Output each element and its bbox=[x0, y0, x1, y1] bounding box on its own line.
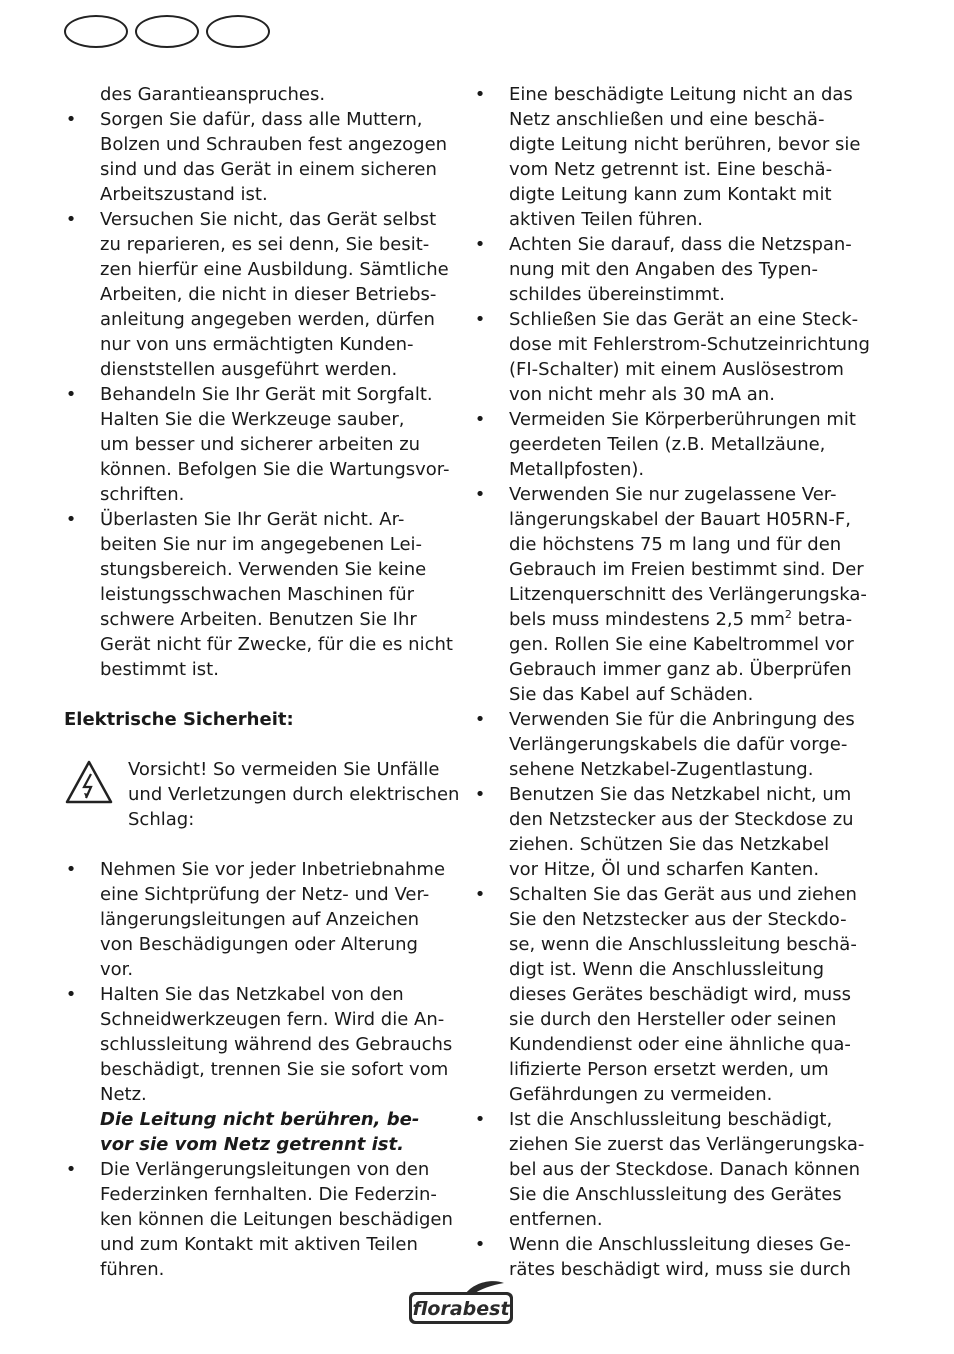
line-text: lifizierte Person ersetzt werden, um bbox=[509, 1059, 829, 1080]
text-line bbox=[64, 1032, 453, 1057]
line-text: Gebrauch im Freien bestimmt sind. Der bbox=[509, 559, 864, 580]
text-line bbox=[473, 557, 863, 582]
line-text: Sie den Netzstecker aus der Steckdo- bbox=[509, 909, 847, 930]
line-text: dose mit Fehlerstrom-Schutzeinrichtung bbox=[509, 334, 870, 355]
line-text: digte Leitung kann zum Kontakt mit bbox=[509, 184, 832, 205]
language-ovals bbox=[64, 15, 270, 48]
text-line bbox=[64, 832, 450, 857]
right-column bbox=[473, 82, 870, 1282]
text-line bbox=[64, 307, 450, 332]
bullet-marker: • bbox=[474, 1234, 486, 1255]
bullet-marker: • bbox=[474, 484, 486, 505]
text-line bbox=[473, 957, 863, 982]
line-text: des Garantieanspruches. bbox=[100, 84, 326, 105]
line-text: digte Leitung nicht berühren, bevor sie bbox=[509, 134, 861, 155]
line-text: schildes übereinstimmt. bbox=[509, 284, 725, 305]
text-line bbox=[473, 282, 863, 307]
text-line bbox=[64, 82, 450, 107]
line-text: Achten Sie darauf, dass die Netzspan- bbox=[509, 234, 852, 255]
text-line bbox=[473, 1207, 863, 1232]
text-line bbox=[473, 832, 863, 857]
bullet-item-line bbox=[64, 982, 450, 1007]
line-text: Kundendienst oder eine ähnliche qua- bbox=[509, 1034, 851, 1055]
line-text: Überlasten Sie Ihr Gerät nicht. Ar- bbox=[100, 509, 405, 530]
line-text: aktiven Teilen führen. bbox=[509, 209, 703, 230]
line-text: Schneidwerkzeugen fern. Wird die An- bbox=[100, 1009, 445, 1030]
text-line bbox=[64, 357, 450, 382]
line-text: se, wenn die Anschlussleitung beschä- bbox=[509, 934, 857, 955]
line-text: ziehen Sie zuerst das Verlängerungska- bbox=[509, 1134, 865, 1155]
line-text: längerungsleitungen auf Anzeichen bbox=[100, 909, 420, 930]
text-line bbox=[473, 607, 863, 632]
text-line bbox=[64, 1057, 450, 1082]
bullet-marker: • bbox=[65, 109, 77, 130]
line-text: Gefährdungen zu vermeiden. bbox=[509, 1084, 773, 1105]
bullet-marker: • bbox=[65, 984, 77, 1005]
bullet-marker: • bbox=[65, 859, 77, 880]
line-text: und Verletzungen durch elektrischen bbox=[128, 784, 460, 805]
line-text: Federzinken fernhalten. Die Federzin- bbox=[100, 1184, 437, 1205]
line-text: (FI-Schalter) mit einem Auslösestrom bbox=[509, 359, 844, 380]
text-line bbox=[64, 732, 450, 757]
florabest-logo bbox=[406, 1279, 516, 1327]
text-line bbox=[64, 1107, 450, 1132]
line-text: Litzenquerschnitt des Verlängerungska- bbox=[509, 584, 867, 605]
bullet-marker: • bbox=[65, 509, 77, 530]
line-text: Vorsicht! So vermeiden Sie Unfälle bbox=[128, 759, 440, 780]
bullet-marker: • bbox=[65, 384, 77, 405]
text-line bbox=[473, 932, 863, 957]
text-line bbox=[473, 1032, 863, 1057]
text-line bbox=[473, 682, 863, 707]
text-line bbox=[473, 1057, 863, 1082]
text-line bbox=[64, 182, 450, 207]
text-line bbox=[64, 432, 450, 457]
line-text: Arbeitszustand ist. bbox=[100, 184, 268, 205]
bullet-item-line bbox=[64, 382, 450, 407]
line-text: vom Netz getrennt ist. Eine beschä- bbox=[509, 159, 833, 180]
line-text: um besser und sicherer arbeiten zu bbox=[100, 434, 421, 455]
line-text: Gebrauch immer ganz ab. Überprüfen bbox=[509, 659, 852, 680]
text-line bbox=[473, 207, 863, 232]
line-text: und zum Kontakt mit aktiven Teilen bbox=[100, 1234, 418, 1255]
bullet-marker: • bbox=[474, 409, 486, 430]
text-line bbox=[473, 982, 863, 1007]
line-text: gen. Rollen Sie eine Kabeltrommel vor bbox=[509, 634, 854, 655]
text-line bbox=[64, 607, 450, 632]
language-oval bbox=[206, 15, 270, 48]
bullet-marker: • bbox=[474, 784, 486, 805]
warning-text-line bbox=[64, 757, 450, 782]
line-text: Arbeiten, die nicht in dieser Betriebs- bbox=[100, 284, 437, 305]
line-text: dieses Gerätes beschädigt wird, muss bbox=[509, 984, 851, 1005]
text-line bbox=[473, 357, 863, 382]
text-line bbox=[64, 932, 450, 957]
line-text: sie durch den Hersteller oder seinen bbox=[509, 1009, 837, 1030]
line-text: Die Leitung nicht berühren, be- bbox=[100, 1109, 420, 1130]
line-text: Netz. bbox=[100, 1084, 147, 1105]
text-line bbox=[64, 482, 450, 507]
line-text: Die Verlängerungsleitungen von den bbox=[100, 1159, 430, 1180]
text-line bbox=[64, 132, 450, 157]
line-text: stungsbereich. Verwenden Sie keine bbox=[100, 559, 427, 580]
line-text: vor. bbox=[100, 959, 134, 980]
text-line bbox=[64, 957, 450, 982]
line-text: beiten Sie nur im angegebenen Lei- bbox=[100, 534, 423, 555]
line-text: von nicht mehr als 30 mA an. bbox=[509, 384, 775, 405]
text-line bbox=[473, 507, 863, 532]
bullet-marker: • bbox=[474, 1109, 486, 1130]
line-text: dienststellen ausgeführt werden. bbox=[100, 359, 398, 380]
line-text: sehene Netzkabel-Zugentlastung. bbox=[509, 759, 814, 780]
text-line bbox=[64, 1082, 450, 1107]
line-text: bestimmt ist. bbox=[100, 659, 219, 680]
line-text: Benutzen Sie das Netzkabel nicht, um bbox=[509, 784, 852, 805]
text-line bbox=[64, 657, 450, 682]
line-text: schwere Arbeiten. Benutzen Sie Ihr bbox=[100, 609, 417, 630]
line-text: schlussleitung während des Gebrauchs bbox=[100, 1034, 453, 1055]
line-text: Sorgen Sie dafür, dass alle Muttern, bbox=[100, 109, 423, 130]
bullet-item-line bbox=[64, 857, 450, 882]
line-text: anleitung angegeben werden, dürfen bbox=[100, 309, 435, 330]
line-text: Halten Sie das Netzkabel von den bbox=[100, 984, 404, 1005]
warning-text-line bbox=[64, 782, 460, 807]
line-text: rätes beschädigt wird, muss sie durch bbox=[509, 1259, 851, 1280]
text-line bbox=[473, 907, 863, 932]
line-text: Halten Sie die Werkzeuge sauber, bbox=[100, 409, 405, 430]
bullet-marker: • bbox=[474, 709, 486, 730]
text-line bbox=[473, 857, 863, 882]
line-text: Verlängerungskabels die dafür vorge- bbox=[509, 734, 848, 755]
line-text: Metallpfosten). bbox=[509, 459, 645, 480]
text-line bbox=[473, 1182, 863, 1207]
text-line bbox=[473, 1132, 863, 1157]
text-line bbox=[473, 632, 863, 657]
line-text: Schalten Sie das Gerät aus und ziehen bbox=[509, 884, 857, 905]
bullet-item-line bbox=[64, 207, 450, 232]
bullet-marker: • bbox=[65, 209, 77, 230]
text-line bbox=[64, 1132, 450, 1157]
text-line bbox=[473, 107, 863, 132]
bullet-item-line bbox=[473, 1232, 863, 1257]
line-text: Verwenden Sie nur zugelassene Ver- bbox=[509, 484, 837, 505]
text-line bbox=[64, 257, 450, 282]
text-line bbox=[64, 1207, 453, 1232]
line-text: Schließen Sie das Gerät an eine Steck- bbox=[509, 309, 859, 330]
text-line bbox=[473, 457, 863, 482]
line-text: die höchstens 75 m lang und für den bbox=[509, 534, 842, 555]
text-line bbox=[64, 332, 450, 357]
text-line bbox=[64, 407, 450, 432]
line-text: den Netzstecker aus der Steckdose zu bbox=[509, 809, 854, 830]
line-text: schriften. bbox=[100, 484, 185, 505]
text-line bbox=[473, 257, 863, 282]
left-column bbox=[64, 82, 460, 1282]
line-text: können. Befolgen Sie die Wartungsvor- bbox=[100, 459, 450, 480]
text-line bbox=[64, 582, 450, 607]
line-text: bels muss mindestens 2,5 mm bbox=[509, 609, 785, 630]
text-line bbox=[64, 457, 450, 482]
line-text: zu reparieren, es sei denn, Sie besit- bbox=[100, 234, 430, 255]
svg-text:florabest: florabest bbox=[412, 1298, 510, 1320]
line-text: Nehmen Sie vor jeder Inbetriebnahme bbox=[100, 859, 446, 880]
bullet-item-line bbox=[64, 107, 450, 132]
text-line bbox=[64, 1232, 450, 1257]
line-text: beschädigt, trennen Sie sie sofort vom bbox=[100, 1059, 449, 1080]
line-text: ken können die Leitungen beschädigen bbox=[100, 1209, 453, 1230]
text-line bbox=[64, 1257, 450, 1282]
line-text: zen hierfür eine Ausbildung. Sämtliche bbox=[100, 259, 449, 280]
text-line bbox=[473, 732, 863, 757]
line-text: Wenn die Anschlussleitung dieses Ge- bbox=[509, 1234, 851, 1255]
text-line bbox=[473, 1082, 863, 1107]
text-line bbox=[473, 432, 863, 457]
line-text: nur von uns ermächtigten Kunden- bbox=[100, 334, 414, 355]
text-line bbox=[64, 282, 450, 307]
text-line bbox=[473, 1157, 863, 1182]
line-text: Sie das Kabel auf Schäden. bbox=[509, 684, 754, 705]
text-line bbox=[473, 657, 863, 682]
text-line bbox=[64, 1007, 450, 1032]
line-text: vor Hitze, Öl und scharfen Kanten. bbox=[509, 859, 820, 880]
bullet-marker: • bbox=[65, 1159, 77, 1180]
line-text: Elektrische Sicherheit: bbox=[64, 709, 294, 730]
line-text: bel aus der Steckdose. Danach können bbox=[509, 1159, 861, 1180]
bullet-marker: • bbox=[474, 234, 486, 255]
text-line bbox=[64, 157, 450, 182]
text-line bbox=[473, 1007, 863, 1032]
line-text-after: betra- bbox=[791, 609, 853, 630]
bullet-marker: • bbox=[474, 884, 486, 905]
bullet-item-line bbox=[473, 307, 863, 332]
language-oval bbox=[64, 15, 128, 48]
text-line bbox=[473, 532, 863, 557]
superscript: 2 bbox=[784, 608, 792, 621]
text-line bbox=[64, 557, 450, 582]
bullet-item-line bbox=[473, 407, 863, 432]
text-line bbox=[64, 632, 453, 657]
line-text: Behandeln Sie Ihr Gerät mit Sorgfalt. bbox=[100, 384, 433, 405]
text-line bbox=[473, 182, 863, 207]
line-text: führen. bbox=[100, 1259, 165, 1280]
line-text: von Beschädigungen oder Alterung bbox=[100, 934, 418, 955]
line-text: Netz anschließen und eine beschä- bbox=[509, 109, 825, 130]
bullet-item-line bbox=[473, 882, 863, 907]
line-text: Verwenden Sie für die Anbringung des bbox=[509, 709, 855, 730]
text-line bbox=[64, 1182, 450, 1207]
bullet-item-line bbox=[473, 82, 863, 107]
line-text: ziehen. Schützen Sie das Netzkabel bbox=[509, 834, 830, 855]
line-text: Schlag: bbox=[128, 809, 195, 830]
line-text: eine Sichtprüfung der Netz- und Ver- bbox=[100, 884, 430, 905]
line-text: entfernen. bbox=[509, 1209, 603, 1230]
line-text: vor sie vom Netz getrennt ist. bbox=[100, 1134, 404, 1155]
bullet-item-line bbox=[473, 232, 863, 257]
bullet-item-line bbox=[473, 1107, 863, 1132]
line-text: Gerät nicht für Zwecke, für die es nicht bbox=[100, 634, 453, 655]
text-line bbox=[64, 682, 450, 707]
line-text: digt ist. Wenn die Anschlussleitung bbox=[509, 959, 825, 980]
text-line bbox=[473, 157, 863, 182]
text-line bbox=[473, 807, 863, 832]
bullet-item-line bbox=[473, 707, 863, 732]
bullet-item-line bbox=[473, 782, 863, 807]
text-line bbox=[64, 882, 450, 907]
text-line bbox=[473, 757, 863, 782]
text-line bbox=[473, 382, 863, 407]
bullet-item-line bbox=[64, 507, 450, 532]
line-text: Bolzen und Schrauben fest angezogen bbox=[100, 134, 448, 155]
line-text: Ist die Anschlussleitung beschädigt, bbox=[509, 1109, 833, 1130]
line-text: nung mit den Angaben des Typen- bbox=[509, 259, 818, 280]
text-line bbox=[473, 132, 863, 157]
text-line bbox=[473, 332, 870, 357]
line-text: Eine beschädigte Leitung nicht an das bbox=[509, 84, 853, 105]
text-line bbox=[473, 1257, 863, 1282]
line-text: Versuchen Sie nicht, das Gerät selbst bbox=[100, 209, 437, 230]
text-line bbox=[473, 582, 867, 607]
bullet-item-line bbox=[473, 482, 863, 507]
bullet-marker: • bbox=[474, 309, 486, 330]
line-text: leistungsschwachen Maschinen für bbox=[100, 584, 415, 605]
line-text: geerdeten Teilen (z.B. Metallzäune, bbox=[509, 434, 826, 455]
bullet-item-line bbox=[64, 1157, 450, 1182]
line-text: Vermeiden Sie Körperberührungen mit bbox=[509, 409, 856, 430]
section-heading bbox=[64, 707, 450, 732]
text-line bbox=[64, 232, 450, 257]
warning-text-line bbox=[64, 807, 450, 832]
line-text: längerungskabel der Bauart H05RN-F, bbox=[509, 509, 851, 530]
line-text: Sie die Anschlussleitung des Gerätes bbox=[509, 1184, 842, 1205]
line-text: sind und das Gerät in einem sicheren bbox=[100, 159, 437, 180]
bullet-marker: • bbox=[474, 84, 486, 105]
text-line bbox=[64, 532, 450, 557]
language-oval bbox=[135, 15, 199, 48]
text-line bbox=[64, 907, 450, 932]
